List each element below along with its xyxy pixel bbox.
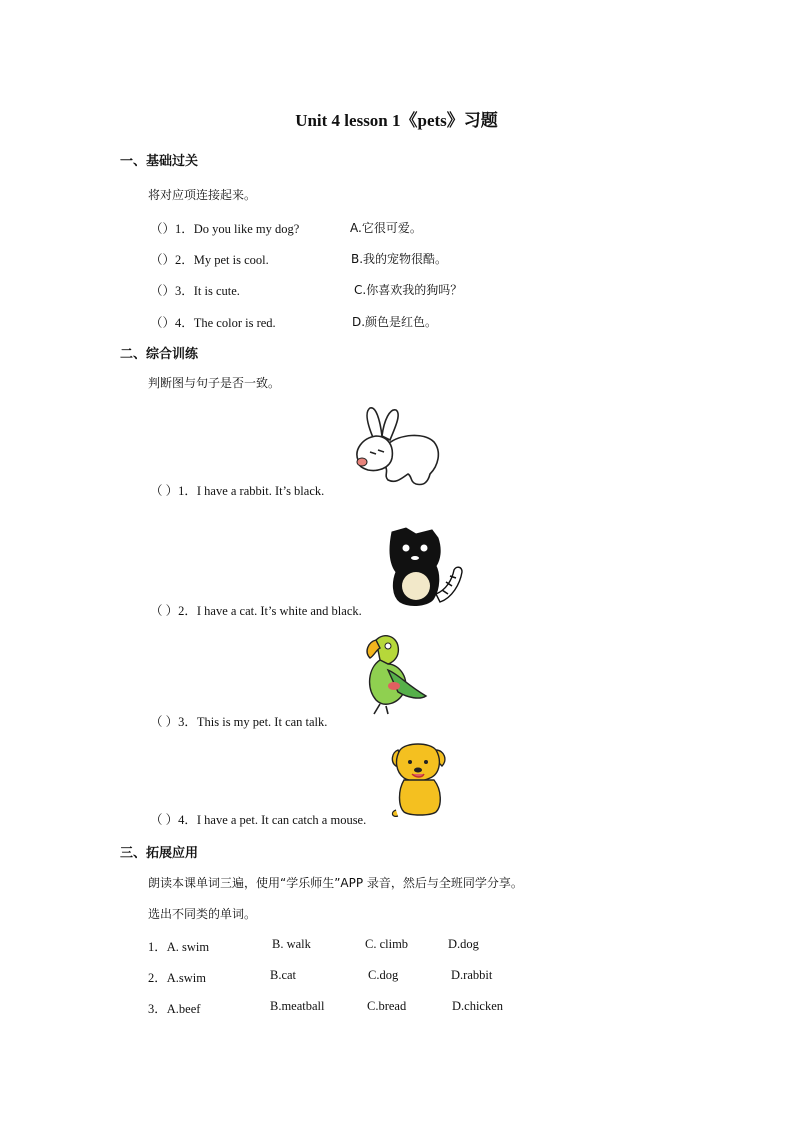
choice-row-2-c: C.dog (368, 968, 399, 982)
match-right-4: D.颜色是红色。 (352, 315, 438, 329)
section-3-line-2: 选出不同类的单词。 (148, 907, 257, 921)
match-right-1: A.它很可爱。 (350, 221, 422, 235)
choice-row-2-b: B.cat (270, 968, 297, 982)
dog-picture (390, 740, 450, 820)
section-3-heading: 三、拓展应用 (120, 846, 199, 861)
section-2-heading: 二、综合训练 (120, 347, 199, 362)
judge-item-1: （ ）1．I have a rabbit. It’s black. (150, 484, 325, 498)
match-left-1: （）1．Do you like my dog? (150, 222, 300, 236)
choice-row-2-a: 2．A.swim (148, 971, 206, 985)
section-2-instruction: 判断图与句子是否一致。 (148, 376, 281, 390)
rabbit-picture (350, 404, 442, 488)
match-left-3: （）3．It is cute. (150, 284, 240, 298)
section-3-line-1: 朗读本课单词三遍，使用“学乐师生”APP 录音，然后与全班同学分享。 (148, 876, 523, 890)
choice-row-1-c: C. climb (365, 937, 409, 951)
choice-row-1-a: 1．A. swim (148, 940, 210, 954)
match-left-2: （）2．My pet is cool. (150, 253, 269, 267)
match-right-2: B.我的宠物很酷。 (351, 252, 448, 266)
choice-row-3-a: 3．A.beef (148, 1002, 201, 1016)
judge-item-3: （ ）3．This is my pet. It can talk. (150, 715, 328, 729)
choice-row-3-b: B.meatball (270, 999, 325, 1013)
judge-item-2: （ ）2．I have a cat. It’s white and black. (150, 604, 362, 618)
match-right-3: C.你喜欢我的狗吗？ (354, 283, 463, 297)
choice-row-1-b: B. walk (272, 937, 311, 951)
choice-row-3-c: C.bread (367, 999, 407, 1013)
cat-picture (386, 524, 466, 610)
section-1-instruction: 将对应项连接起来。 (148, 188, 257, 202)
choice-row-1-d: D.dog (448, 937, 479, 951)
parrot-picture (354, 630, 434, 716)
judge-item-4: （ ）4．I have a pet. It can catch a mouse. (150, 813, 367, 827)
choice-row-2-d: D.rabbit (451, 968, 493, 982)
page-title: Unit 4 lesson 1《pets》习题 (295, 111, 498, 130)
section-1-heading: 一、基础过关 (120, 154, 199, 169)
match-left-4: （）4．The color is red. (150, 316, 276, 330)
choice-row-3-d: D.chicken (452, 999, 504, 1013)
